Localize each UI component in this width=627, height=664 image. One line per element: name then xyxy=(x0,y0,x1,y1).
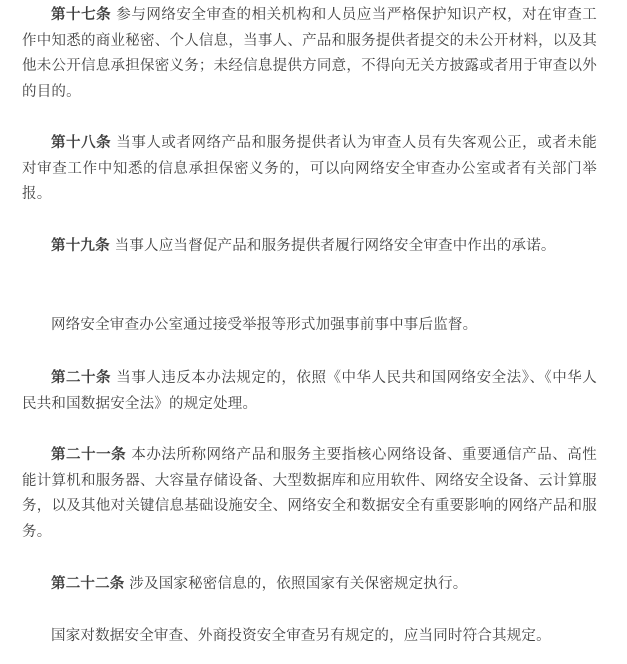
article-19-paragraph xyxy=(22,234,556,260)
article-22-second-text: 国家对数据安全审查、外商投资安全审查另有规定的，应当同时符合其规定。 xyxy=(51,628,551,644)
article-18-paragraph xyxy=(22,131,597,208)
article-22-paragraph xyxy=(22,572,467,598)
article-19-text: 当事人应当督促产品和服务提供者履行网络安全审查中作出的承诺。 xyxy=(109,238,556,254)
article-19-second-paragraph xyxy=(22,313,477,339)
article-21-paragraph xyxy=(22,443,597,545)
article-19-second-text: 网络安全审查办公室通过接受举报等形式加强事前事中事后监督。 xyxy=(51,317,478,333)
article-22-second-paragraph xyxy=(22,624,551,650)
article-21-number: 第二十一条 xyxy=(51,447,127,463)
article-17-number: 第十七条 xyxy=(51,7,112,23)
article-22-number: 第二十二条 xyxy=(51,576,125,592)
article-20-number: 第二十条 xyxy=(51,370,112,386)
article-17-paragraph xyxy=(22,3,597,105)
article-21-text: 本办法所称网络产品和服务主要指核心网络设备、重要通信产品、高性能计算机和服务器、大容量存储设备、大型数据库和应用软件、网络安全设备、云计算服务，以及其他对关键信息基础设施安全、网络安全和数据安全有重要影响的网络产品和服务。 xyxy=(22,447,597,540)
article-20-paragraph xyxy=(22,366,597,417)
article-20-text: 当事人违反本办法规定的，依照《中华人民共和国网络安全法》、《中华人民共和国数据安全法》的规定处理。 xyxy=(22,370,597,412)
article-19-number: 第十九条 xyxy=(51,238,110,254)
article-18-text: 当事人或者网络产品和服务提供者认为审查人员有失客观公正，或者未能对审查工作中知悉的信息承担保密义务的，可以向网络安全审查办公室或者有关部门举报。 xyxy=(22,135,597,202)
article-17-text: 参与网络安全审查的相关机构和人员应当严格保护知识产权，对在审查工作中知悉的商业秘密、个人信息，当事人、产品和服务提供者提交的未公开材料，以及其他未公开信息承担保密义务；未经信息提供方同意，不得向无关方披露或者用于审查以外的目的。 xyxy=(22,7,597,100)
article-18-number: 第十八条 xyxy=(51,135,112,151)
article-22-text: 涉及国家秘密信息的，依照国家有关保密规定执行。 xyxy=(124,576,468,592)
